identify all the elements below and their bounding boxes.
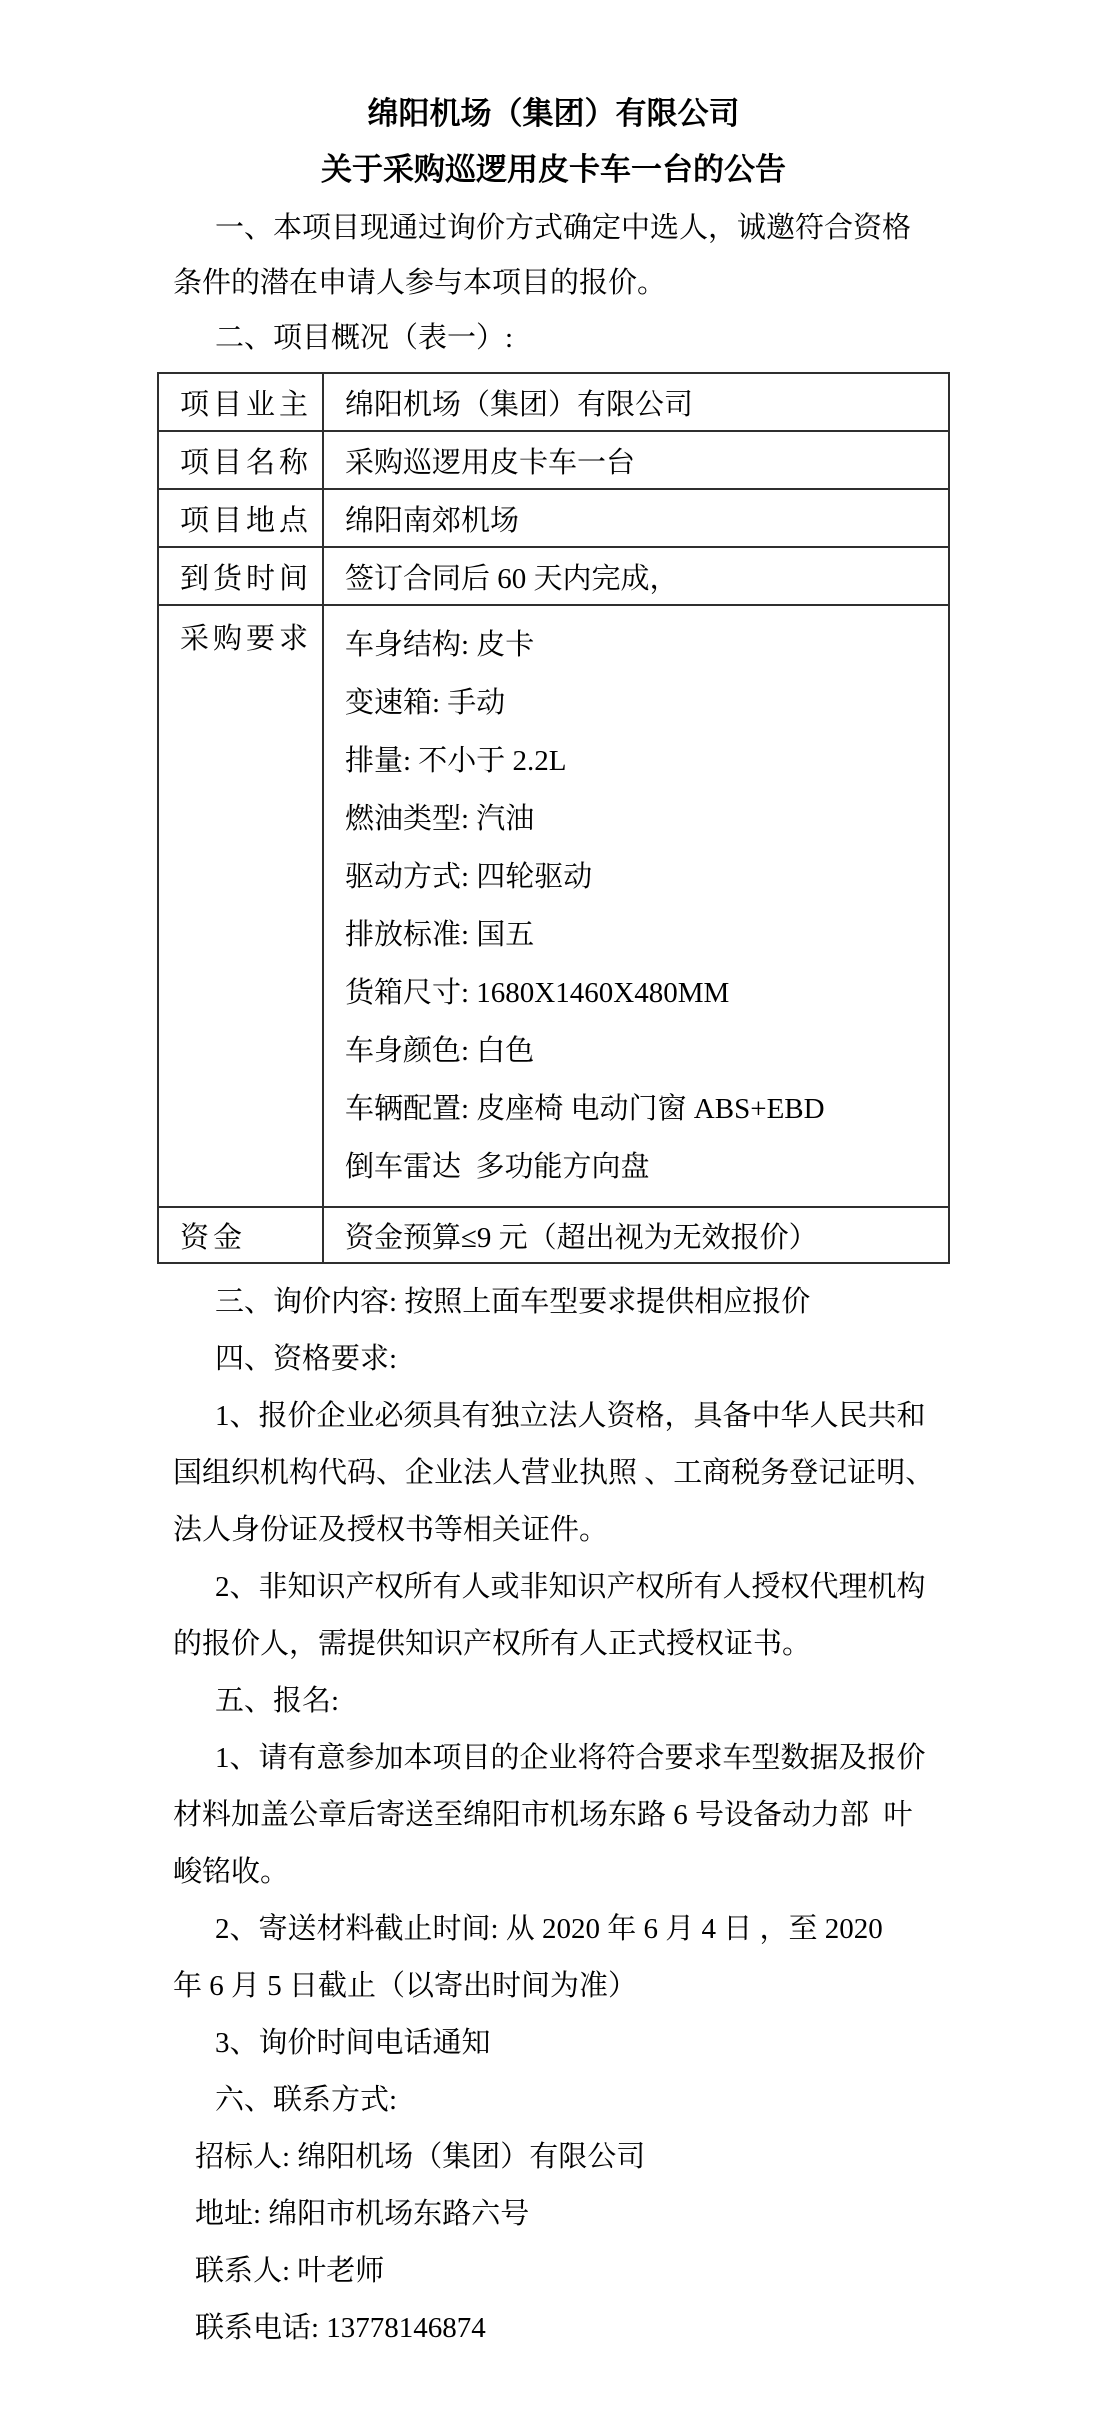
spec-line-body-color: 车身颜色: 白色: [345, 1035, 535, 1067]
row-label-location: 项目地点: [158, 489, 323, 547]
section-intro: [157, 201, 950, 366]
section-qualification-heading: 四、资格要求:: [215, 1343, 398, 1375]
spec-line-drive-mode: 驱动方式: 四轮驱动: [345, 861, 593, 893]
doc-title: 绵阳机场（集团）有限公司: [367, 96, 740, 131]
row-label-delivery-time: 到货时间: [158, 547, 323, 605]
spec-line-displacement: 排量: 不小于 2.2L: [345, 745, 567, 777]
row-value-location: 绵阳南郊机场: [323, 489, 949, 547]
spec-line-emission-standard: 排放标准: 国五: [345, 919, 535, 951]
spec-line-gearbox: 变速箱: 手动: [345, 687, 506, 719]
section-body: [157, 1274, 950, 2357]
table-row: [158, 1207, 949, 1263]
text-line: 的报价人，需提供知识产权所有人正式授权证书。: [173, 1628, 812, 1660]
contact-phone: 联系电话: 13778146874: [195, 2312, 486, 2344]
spec-line-vehicle-config: 车辆配置: 皮座椅 电动门窗 ABS+EBD: [345, 1093, 825, 1125]
table-row: [158, 373, 949, 431]
text-line: 国组织机构代码、企业法人营业执照 、工商税务登记证明、: [173, 1457, 935, 1489]
spec-line-vehicle-config-2: 倒车雷达 多功能方向盘: [345, 1151, 650, 1183]
text-line: 一、本项目现通过询价方式确定中选人，诚邀符合资格: [215, 212, 912, 244]
row-label-project-name: 项目名称: [158, 431, 323, 489]
text-line: 2、非知识产权所有人或非知识产权所有人授权代理机构: [215, 1571, 926, 1603]
table-row: [158, 431, 949, 489]
table-row: [158, 605, 949, 1207]
row-label-fund: 资金: [158, 1207, 323, 1263]
text-line: 1、请有意参加本项目的企业将符合要求车型数据及报价: [215, 1742, 926, 1774]
text-line: 峻铭收。: [173, 1856, 290, 1888]
doc-subtitle: 关于采购巡逻用皮卡车一台的公告: [321, 152, 786, 187]
contact-bidder: 招标人: 绵阳机场（集团）有限公司: [195, 2141, 646, 2173]
text-line: 2、寄送材料截止时间: 从 2020 年 6 月 4 日 ，至 2020: [215, 1913, 883, 1945]
spec-line-cargo-box-size: 货箱尺寸: 1680X1460X480MM: [345, 977, 730, 1009]
table-row: [158, 547, 949, 605]
row-value-project-name: 采购巡逻用皮卡车一台: [323, 431, 949, 489]
section-overview-heading: 二、项目概况（表一）:: [215, 322, 514, 354]
section-inquiry-content: 三、询价内容: 按照上面车型要求提供相应报价: [215, 1286, 811, 1318]
text-line: 法人身份证及授权书等相关证件。: [173, 1514, 609, 1546]
text-line: 材料加盖公章后寄送至绵阳市机场东路 6 号设备动力部 叶: [173, 1799, 913, 1831]
spec-line-body-structure: 车身结构: 皮卡: [345, 629, 535, 661]
row-label-owner: 项目业主: [158, 373, 323, 431]
row-label-requirements: 采购要求: [158, 605, 323, 1207]
text-line-inquiry-notice: 3、询价时间电话通知: [215, 2027, 491, 2059]
row-value-delivery-time: 签订合同后 60 天内完成，: [323, 547, 949, 605]
contact-person: 联系人: 叶老师: [195, 2255, 385, 2287]
row-value-requirements: [323, 605, 949, 1207]
text-line: 条件的潜在申请人参与本项目的报价。: [173, 267, 667, 299]
section-contact-heading: 六、联系方式:: [215, 2084, 398, 2116]
text-line: 1、报价企业必须具有独立法人资格，具备中华人民共和: [215, 1400, 926, 1432]
project-table: [157, 372, 950, 1264]
contact-address: 地址: 绵阳市机场东路六号: [195, 2198, 530, 2230]
row-value-fund: 资金预算≤9 元（超出视为无效报价）: [323, 1207, 949, 1263]
text-line: 年 6 月 5 日截止（以寄出时间为准）: [173, 1970, 638, 2002]
table-row: [158, 489, 949, 547]
section-registration-heading: 五、报名:: [215, 1685, 340, 1717]
row-value-owner: 绵阳机场（集团）有限公司: [323, 373, 949, 431]
spec-line-fuel-type: 燃油类型: 汽油: [345, 803, 535, 835]
